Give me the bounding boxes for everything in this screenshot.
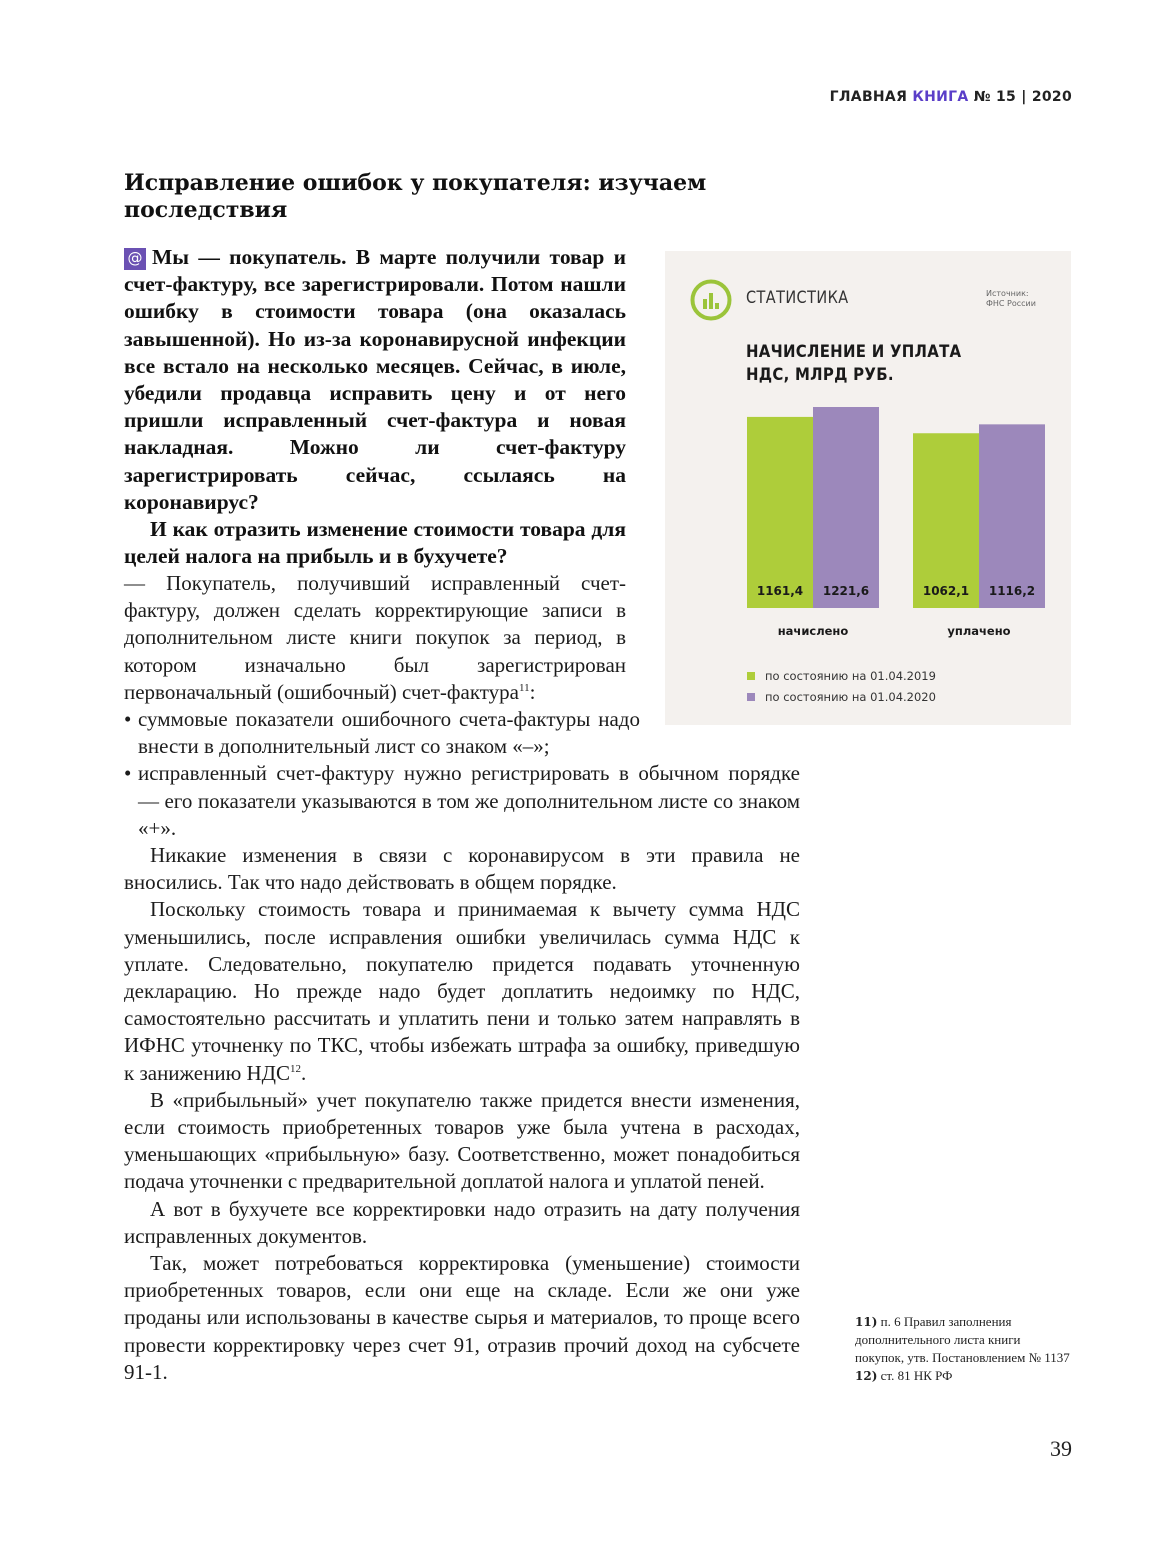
page-number: 39 — [1050, 1436, 1072, 1461]
footnotes — [855, 1313, 1070, 1385]
legend-item — [747, 686, 936, 707]
legend-label-2020: по состоянию на 01.04.2020 — [765, 689, 936, 704]
footnote-11 — [855, 1313, 1070, 1367]
article-title: Исправление ошибок у покупателя: изучаем последствия — [124, 170, 707, 223]
category-label: уплачено — [947, 624, 1011, 638]
legend-swatch-2019 — [747, 672, 755, 680]
brand-kniga: КНИГА — [912, 89, 969, 105]
stat-label: СТАТИСТИКА — [746, 288, 849, 308]
bar-0-0 — [747, 417, 813, 608]
paragraph-2: Поскольку стоимость товара и принимаемая к вычету сумма НДС уменьшились, после исправления ошибки увеличилась сумма НДС к уплате. Следовательно, покупателю придется подавать уточненную декларацию. Но прежде надо будет доплатить недоимку по НДС, самостоятельно рассчитать и уплатить пени и только затем направлять в ИФНС уточненку по ТКС, чтобы избежать штрафа за ошибку, приведшую к занижению НДС$^{12}$. — [124, 897, 800, 1085]
magazine-header — [830, 89, 1072, 105]
bullet-text-1: суммовые показатели ошибочного счета-фактуры надо внести в дополнительный лист со знаком «–»; — [138, 707, 640, 759]
bullet-icon: • — [124, 707, 132, 732]
answer-intro: — Покупатель, получивший исправленный счет-фактуру, должен сделать корректирующие записи в дополнительном листе книги покупок за период, в котором изначально был зарегистрирован первоначальный (ошибочный) счет-фактура$^{11}$: — [124, 571, 626, 704]
statistics-box — [665, 251, 1071, 725]
bar-value-label: 1116,2 — [988, 584, 1036, 598]
footnote-ref-12: 12 — [290, 1062, 302, 1075]
footnote-text-11: п. 6 Правил заполнения дополнительного листа книги покупок, утв. Постановлением № 1137 — [855, 1314, 1070, 1365]
question-text: Мы — покупатель. В марте получили товар и счет-фактуру, все зарегистрировали. Потом нашли ошибку в стоимости товара (она оказалась завышенной). Но из-за коронавирусной инфекции все встало на несколько месяцев. Сейчас, в июле, убедили продавца исправить цену и от него пришли исправленный счет-фактура и новая накладная. Можно ли счет-фактуру зарегистрировать сейчас, ссылаясь на коронавирус? — [124, 245, 626, 514]
bullet-icon: • — [124, 761, 132, 786]
footnote-12 — [855, 1367, 1070, 1385]
bullet-text-2: исправленный счет-фактуру нужно регистрировать в обычном порядке — его показатели указываются в том же дополнительном листе со знаком «+». — [138, 761, 800, 840]
source-label: Источник: — [986, 289, 1029, 298]
bar-1-1 — [979, 424, 1045, 608]
bar-value-label: 1062,1 — [922, 584, 970, 598]
footnote-number-11: 11) — [855, 1315, 878, 1329]
list-item — [124, 706, 640, 760]
vat-bar-chart — [665, 251, 1071, 725]
legend-swatch-2020 — [747, 693, 755, 701]
bar-value-label: 1221,6 — [822, 584, 870, 598]
paragraph-3: В «прибыльный» учет покупателю также придется внести изменения, если стоимость приобретенных товаров уже была учтена в расходах, уменьшающих «прибыльную» базу. Соответственно, может понадобиться подача уточненки с предварительной доплатой налога и уплатой пеней. — [124, 1087, 800, 1194]
source-value: ФНС России — [986, 299, 1036, 308]
paragraph-4: А вот в бухучете все корректировки надо отразить на дату получения исправленных документов. — [124, 1196, 800, 1248]
paragraph-5: Так, может потребоваться корректировка (уменьшение) стоимости приобретенных товаров, если они еще на складе. Если же они уже проданы или использованы в качестве сырья и материалов, то проще всего провести корректировку через счет 91, отразив прочий доход на субсчете 91-1. — [124, 1251, 800, 1384]
issue-number: № 15 | 2020 — [973, 89, 1072, 105]
at-icon: @ — [124, 248, 146, 270]
chart-title: НАЧИСЛЕНИЕ И УПЛАТА НДС, МЛРД РУБ. — [746, 342, 962, 385]
footnote-number-12: 12) — [855, 1369, 878, 1383]
question-text-2: И как отразить изменение стоимости товара для целей налога на прибыль и в бухучете? — [124, 517, 626, 569]
brand-glavnaya: ГЛАВНАЯ — [829, 89, 908, 105]
legend-label-2019: по состоянию на 01.04.2019 — [765, 668, 936, 683]
bar-value-label: 1161,4 — [756, 584, 804, 598]
bar-0-1 — [813, 407, 879, 608]
reader-question — [124, 244, 626, 570]
paragraph-1: Никакие изменения в связи с коронавирусом в эти правила не вносились. Так что надо действовать в общем порядке. — [124, 843, 800, 895]
footnote-text-12: ст. 81 НК РФ — [880, 1368, 953, 1383]
answer-intro-text: — Покупатель, получивший исправленный счет-фактуру, должен сделать корректирующие записи в дополнительном листе книги покупок за период, в котором изначально был зарегистрирован первоначальный (ошибочный) счет-фактура — [124, 571, 626, 704]
paragraph-2-text: Поскольку стоимость товара и принимаемая к вычету сумма НДС уменьшились, после исправления ошибки увеличилась сумма НДС к уплате. Следовательно, покупателю придется подавать уточненную декларацию. Но прежде надо будет доплатить недоимку по НДС, самостоятельно рассчитать и уплатить пени и только затем направлять в ИФНС уточненку по ТКС, чтобы избежать штрафа за ошибку, приведшую к занижению НДС — [124, 897, 800, 1085]
category-label: начислено — [777, 624, 849, 638]
footnote-ref-11: 11 — [518, 681, 530, 694]
chart-legend — [747, 665, 936, 707]
legend-item — [747, 665, 936, 686]
bar-1-0 — [913, 433, 979, 608]
list-item — [124, 760, 800, 842]
